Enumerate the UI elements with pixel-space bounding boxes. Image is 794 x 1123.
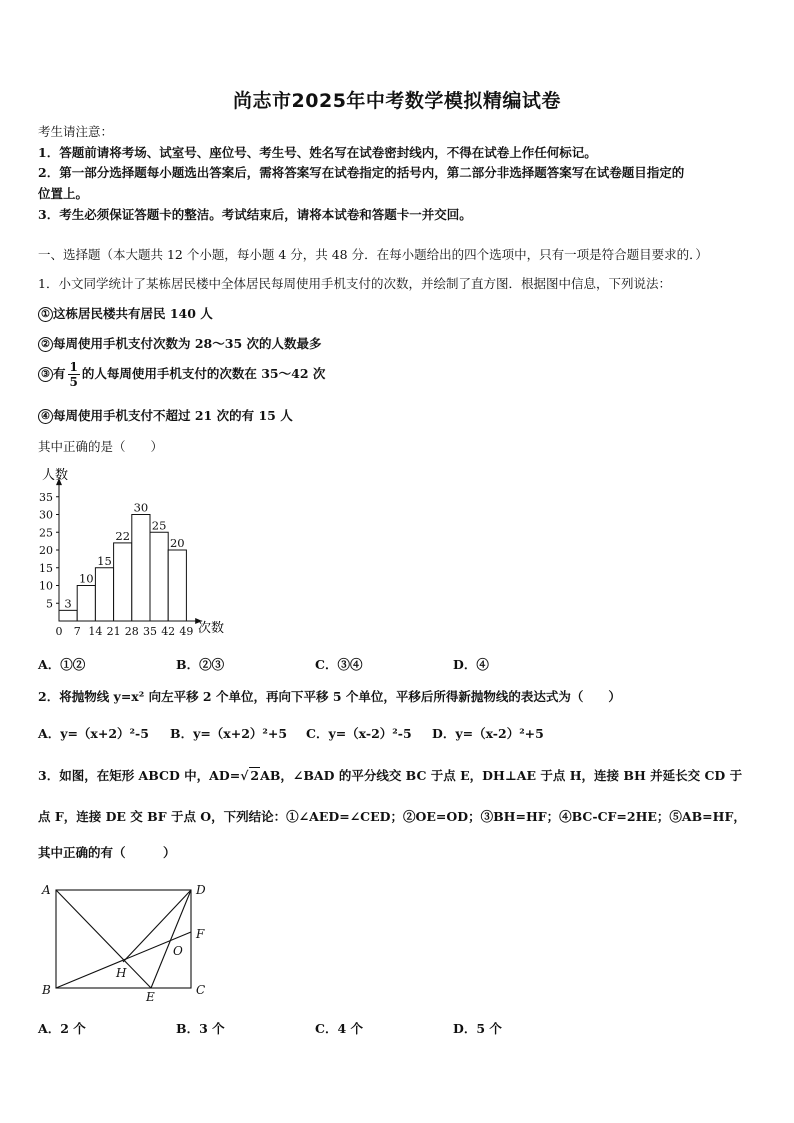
x-tick-label: 35 <box>143 625 157 638</box>
x-tick-label: 7 <box>73 625 81 638</box>
q2-option-c[interactable]: C．y=（x-2）²-5 <box>306 726 412 741</box>
q1-s1-mark: ① <box>38 307 53 322</box>
q1-option-a[interactable]: A．①② <box>38 657 86 672</box>
q1-stem: 1．小文同学统计了某栋居民楼中全体居民每周使用手机支付的次数，并绘制了直方图．根据图中信息，下列说法： <box>38 276 671 291</box>
notice-heading: 考生请注意： <box>38 124 114 139</box>
x-tick-label: 42 <box>161 625 176 638</box>
q3-option-a[interactable]: A．2 个 <box>38 1021 86 1036</box>
bar-value-label: 10 <box>78 571 94 586</box>
y-tick-label: 5 <box>46 597 53 611</box>
q1-statement-4: ④ 每周使用手机支付不超过 21 次的有 15 人 <box>38 406 293 424</box>
label-f: F <box>196 927 205 941</box>
histogram-bar <box>114 543 132 621</box>
q1-statement-2: ② 每周使用手机支付次数为 28～35 次的人数最多 <box>38 334 322 352</box>
q1-s4-mark: ④ <box>38 409 53 424</box>
y-tick-label: 35 <box>39 490 53 504</box>
q1-option-b[interactable]: B．②③ <box>176 657 225 672</box>
bar-value-label: 15 <box>97 553 112 568</box>
histogram-bar <box>59 610 77 621</box>
histogram-chart <box>30 460 240 640</box>
histogram-bar <box>168 550 186 621</box>
q1-statement-3: ③ 有 $\frac{1}{5}$ 的人每周使用手机支付的次数在 35～42 次 <box>38 360 325 389</box>
x-tick-label: 49 <box>179 625 194 638</box>
q2-option-b[interactable]: B．y=（x+2）²+5 <box>170 726 288 741</box>
x-axis-label: 次数 <box>198 621 225 636</box>
q3-stem-line3: 其中正确的有（ ） <box>38 845 176 860</box>
q3-stem-line1: 3．如图，在矩形 ABCD 中，AD=√ 2AB，∠BAD 的平分线交 BC 于点 E，DH⊥AE 于点 H，连接 BH 并延长交 CD 于 <box>38 768 743 783</box>
bar-value-label: 25 <box>151 518 167 533</box>
q1-statement-1: ① 这栋居民楼共有居民 140 人 <box>38 304 213 322</box>
notice-item-2: 2．第一部分选择题每小题选出答案后，需将答案写在试卷指定的括号内，第二部分非选择题答案写在试卷题目指定的 <box>38 165 685 180</box>
x-tick-label: 28 <box>124 625 139 638</box>
label-b: B <box>42 983 51 997</box>
q2-stem: 2．将抛物线 y=x² 向左平移 2 个单位，再向下平移 5 个单位，平移后所得新抛物线的表达式为（ ） <box>38 689 621 704</box>
histogram-bar <box>150 532 168 621</box>
y-axis-label: 人数 <box>42 468 69 483</box>
notice-item-1: 1．答题前请将考场、试室号、座位号、考生号、姓名写在试卷密封线内，不得在试卷上作任何标记。 <box>38 145 597 160</box>
bar-value-label: 3 <box>64 596 72 611</box>
x-tick-label: 0 <box>55 625 63 638</box>
y-tick-label: 15 <box>39 561 53 575</box>
label-o: O <box>173 944 183 958</box>
segment-ae <box>56 890 151 988</box>
q3-stem-line2: 点 F，连接 DE 交 BF 于点 O，下列结论：①∠AED=∠CED；②OE=OD；③BH=HF；④BC-CF=2HE；⑤AB=HF， <box>38 809 746 824</box>
bar-value-label: 30 <box>133 500 149 515</box>
q1-question: 其中正确的是（ ） <box>38 439 164 454</box>
label-d: D <box>196 883 206 897</box>
q3-option-d[interactable]: D．5 个 <box>453 1021 502 1036</box>
y-tick-label: 10 <box>39 579 53 593</box>
label-c: C <box>196 983 206 997</box>
histogram-bar <box>77 586 95 622</box>
y-tick-label: 30 <box>39 508 53 522</box>
sqrt-symbol: √ <box>240 768 249 783</box>
segment-de <box>151 890 191 988</box>
rectangle-figure <box>36 878 216 1006</box>
y-tick-label: 25 <box>39 526 53 540</box>
x-tick-label: 21 <box>106 625 121 638</box>
bar-value-label: 22 <box>115 528 131 543</box>
label-h: H <box>116 966 127 980</box>
section-heading: 一、选择题（本大题共 12 个小题，每小题 4 分，共 48 分．在每小题给出的四个选项中，只有一项是符合题目要求的．） <box>38 247 708 262</box>
y-tick-label: 20 <box>39 544 53 557</box>
histogram-bar <box>132 515 150 622</box>
q1-option-c[interactable]: C．③④ <box>315 657 363 672</box>
fraction-one-fifth: $\frac{1}{5}$ <box>69 360 78 389</box>
bar-value-label: 20 <box>169 536 185 550</box>
q1-s2-mark: ② <box>38 337 53 352</box>
notice-item-2-cont: 位置上。 <box>38 186 89 201</box>
q1-s3-mark: ③ <box>38 367 53 382</box>
label-a: A <box>42 883 51 897</box>
histogram-bar <box>95 568 113 621</box>
label-e: E <box>146 990 155 1004</box>
q2-option-d[interactable]: D．y=（x-2）²+5 <box>432 726 544 741</box>
q3-option-b[interactable]: B．3 个 <box>176 1021 225 1036</box>
page-title: 尚志市2025年中考数学模拟精编试卷 <box>233 90 561 112</box>
q2-option-a[interactable]: A．y=（x+2）²-5 <box>38 726 149 741</box>
q1-option-d[interactable]: D．④ <box>453 657 489 672</box>
x-tick-label: 14 <box>88 625 103 638</box>
q3-option-c[interactable]: C．4 个 <box>315 1021 363 1036</box>
notice-item-3: 3．考生必须保证答题卡的整洁。考试结束后，请将本试卷和答题卡一并交回。 <box>38 207 472 222</box>
